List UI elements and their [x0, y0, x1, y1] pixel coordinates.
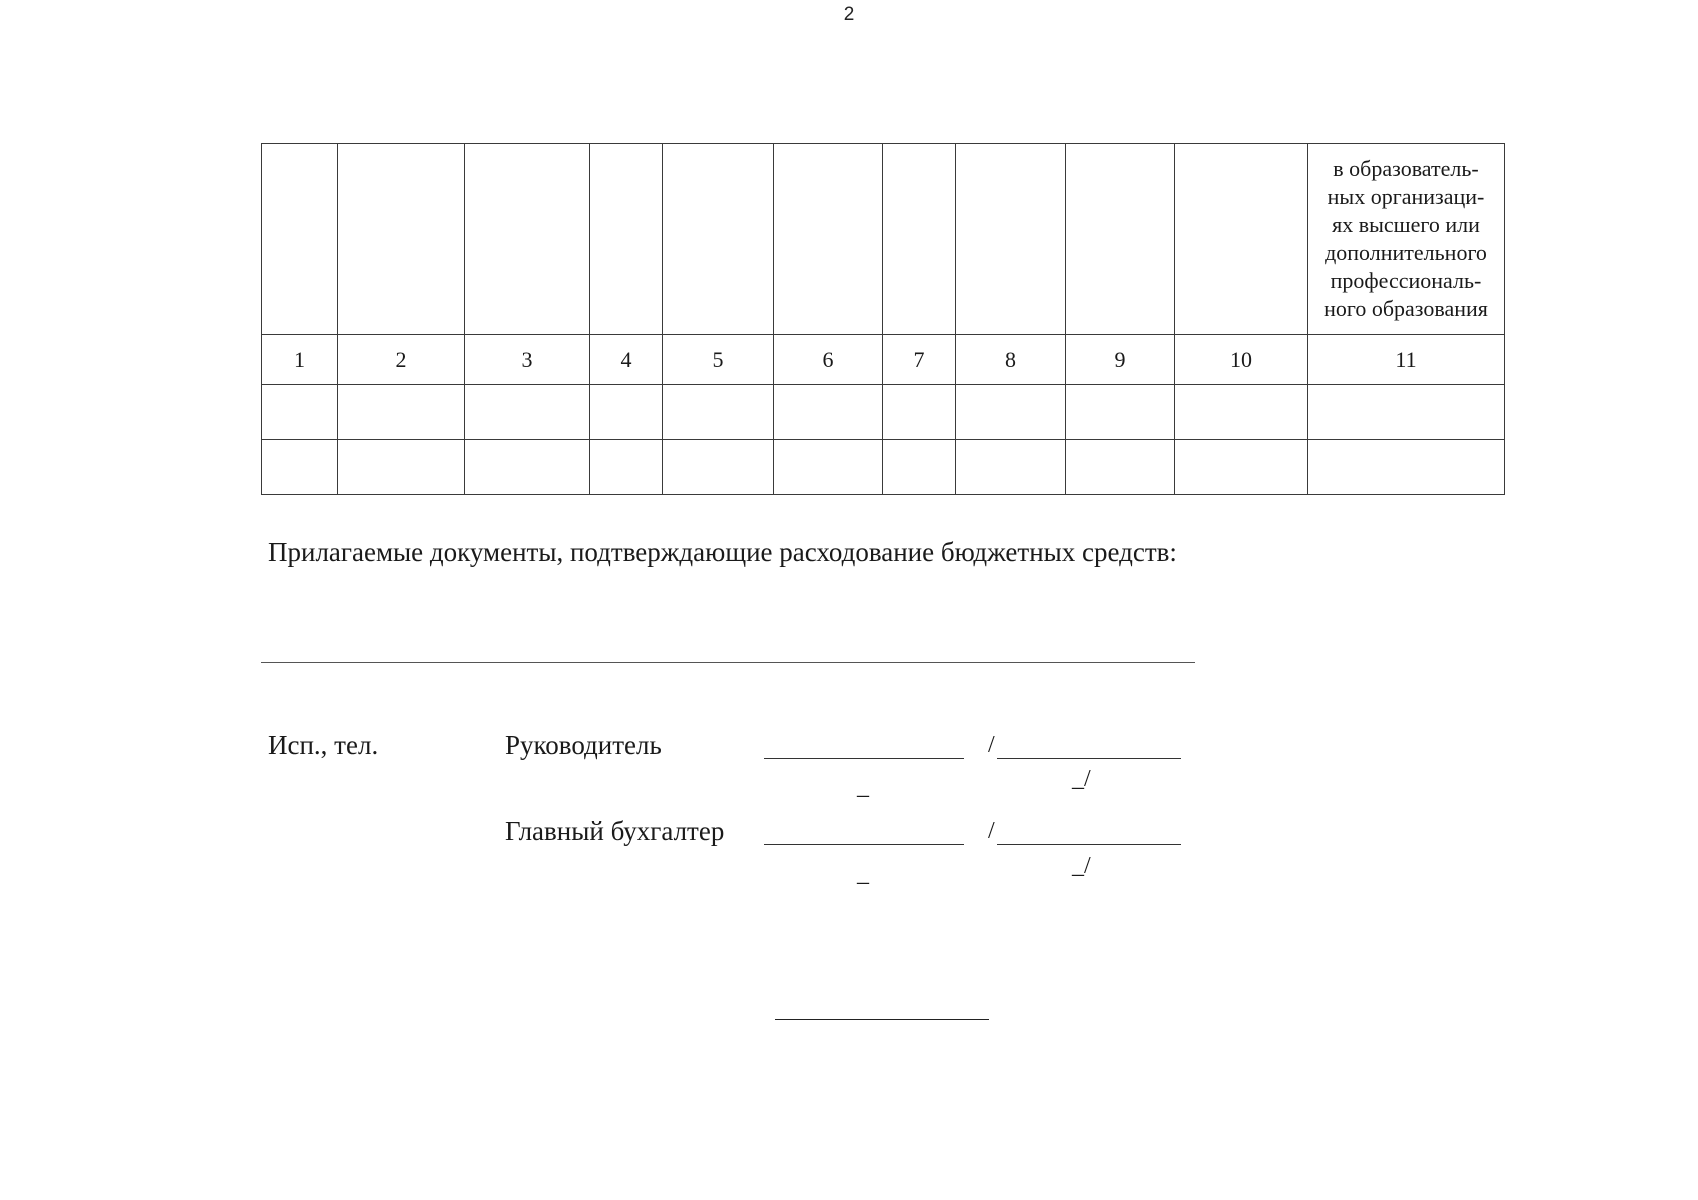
header-cell: [956, 144, 1066, 335]
table-cell[interactable]: [262, 440, 338, 495]
column-number: 4: [590, 335, 663, 385]
column-number: 5: [663, 335, 774, 385]
executor-label: Исп., тел.: [268, 730, 379, 760]
table-cell[interactable]: [1175, 440, 1308, 495]
column-number: 2: [338, 335, 465, 385]
table-cell[interactable]: [338, 385, 465, 440]
table-cell[interactable]: [663, 385, 774, 440]
attached-documents-line[interactable]: [261, 662, 1195, 663]
header-cell: [1066, 144, 1175, 335]
end-of-document-line: [775, 1019, 989, 1020]
header-cell: [883, 144, 956, 335]
header-line: ного образования: [1324, 296, 1488, 321]
column-number-row: [262, 335, 1505, 385]
head-signature-line[interactable]: [764, 758, 964, 759]
column-number: 10: [1175, 335, 1308, 385]
header-cell-11: [1308, 144, 1505, 335]
table-row: [262, 385, 1505, 440]
table-cell[interactable]: [956, 440, 1066, 495]
chief-accountant-slash-close: _/: [1072, 853, 1091, 879]
report-table: [261, 143, 1505, 495]
table-cell[interactable]: [1308, 385, 1505, 440]
head-label: Руководитель: [505, 730, 662, 760]
table-cell[interactable]: [1066, 440, 1175, 495]
page-number: 2: [843, 4, 855, 25]
header-cell: [1175, 144, 1308, 335]
table-cell[interactable]: [465, 440, 590, 495]
table-cell[interactable]: [262, 385, 338, 440]
header-cell: [262, 144, 338, 335]
column-number: 9: [1066, 335, 1175, 385]
head-name-slash: /: [988, 732, 995, 758]
chief-accountant-label: Главный бухгалтер: [505, 816, 725, 846]
table-cell[interactable]: [774, 440, 883, 495]
table-cell[interactable]: [956, 385, 1066, 440]
table-cell[interactable]: [663, 440, 774, 495]
attached-documents-text: Прилагаемые документы, подтверждающие расходование бюджетных средств:: [268, 537, 1177, 567]
table-cell[interactable]: [1175, 385, 1308, 440]
table-cell[interactable]: [590, 440, 663, 495]
table-header-row: [262, 144, 1505, 335]
chief-accountant-name-slash: /: [988, 818, 995, 844]
table-cell[interactable]: [1308, 440, 1505, 495]
header-line: в образователь-: [1333, 156, 1479, 181]
table-cell[interactable]: [590, 385, 663, 440]
header-line: дополнительного: [1325, 240, 1487, 265]
column-number: 6: [774, 335, 883, 385]
header-cell: [663, 144, 774, 335]
header-line: ях высшего или: [1332, 212, 1480, 237]
table-cell[interactable]: [338, 440, 465, 495]
header-cell: [465, 144, 590, 335]
chief-accountant-name-line[interactable]: [997, 844, 1181, 845]
head-name-line[interactable]: [997, 758, 1181, 759]
chief-accountant-underscore: _: [857, 861, 869, 887]
table-cell[interactable]: [1066, 385, 1175, 440]
header-line: профессиональ-: [1330, 268, 1482, 293]
table-row: [262, 440, 1505, 495]
head-underscore: _: [857, 774, 869, 800]
column-number: 11: [1308, 335, 1505, 385]
table-cell[interactable]: [883, 440, 956, 495]
chief-accountant-signature-line[interactable]: [764, 844, 964, 845]
header-cell: [774, 144, 883, 335]
column-number: 3: [465, 335, 590, 385]
table-cell[interactable]: [465, 385, 590, 440]
table-cell[interactable]: [774, 385, 883, 440]
head-slash-close: _/: [1072, 766, 1091, 792]
header-cell: [590, 144, 663, 335]
column-number: 7: [883, 335, 956, 385]
column-number: 8: [956, 335, 1066, 385]
table-cell[interactable]: [883, 385, 956, 440]
column-number: 1: [262, 335, 338, 385]
header-line: ных организаци-: [1327, 184, 1485, 209]
header-cell: [338, 144, 465, 335]
